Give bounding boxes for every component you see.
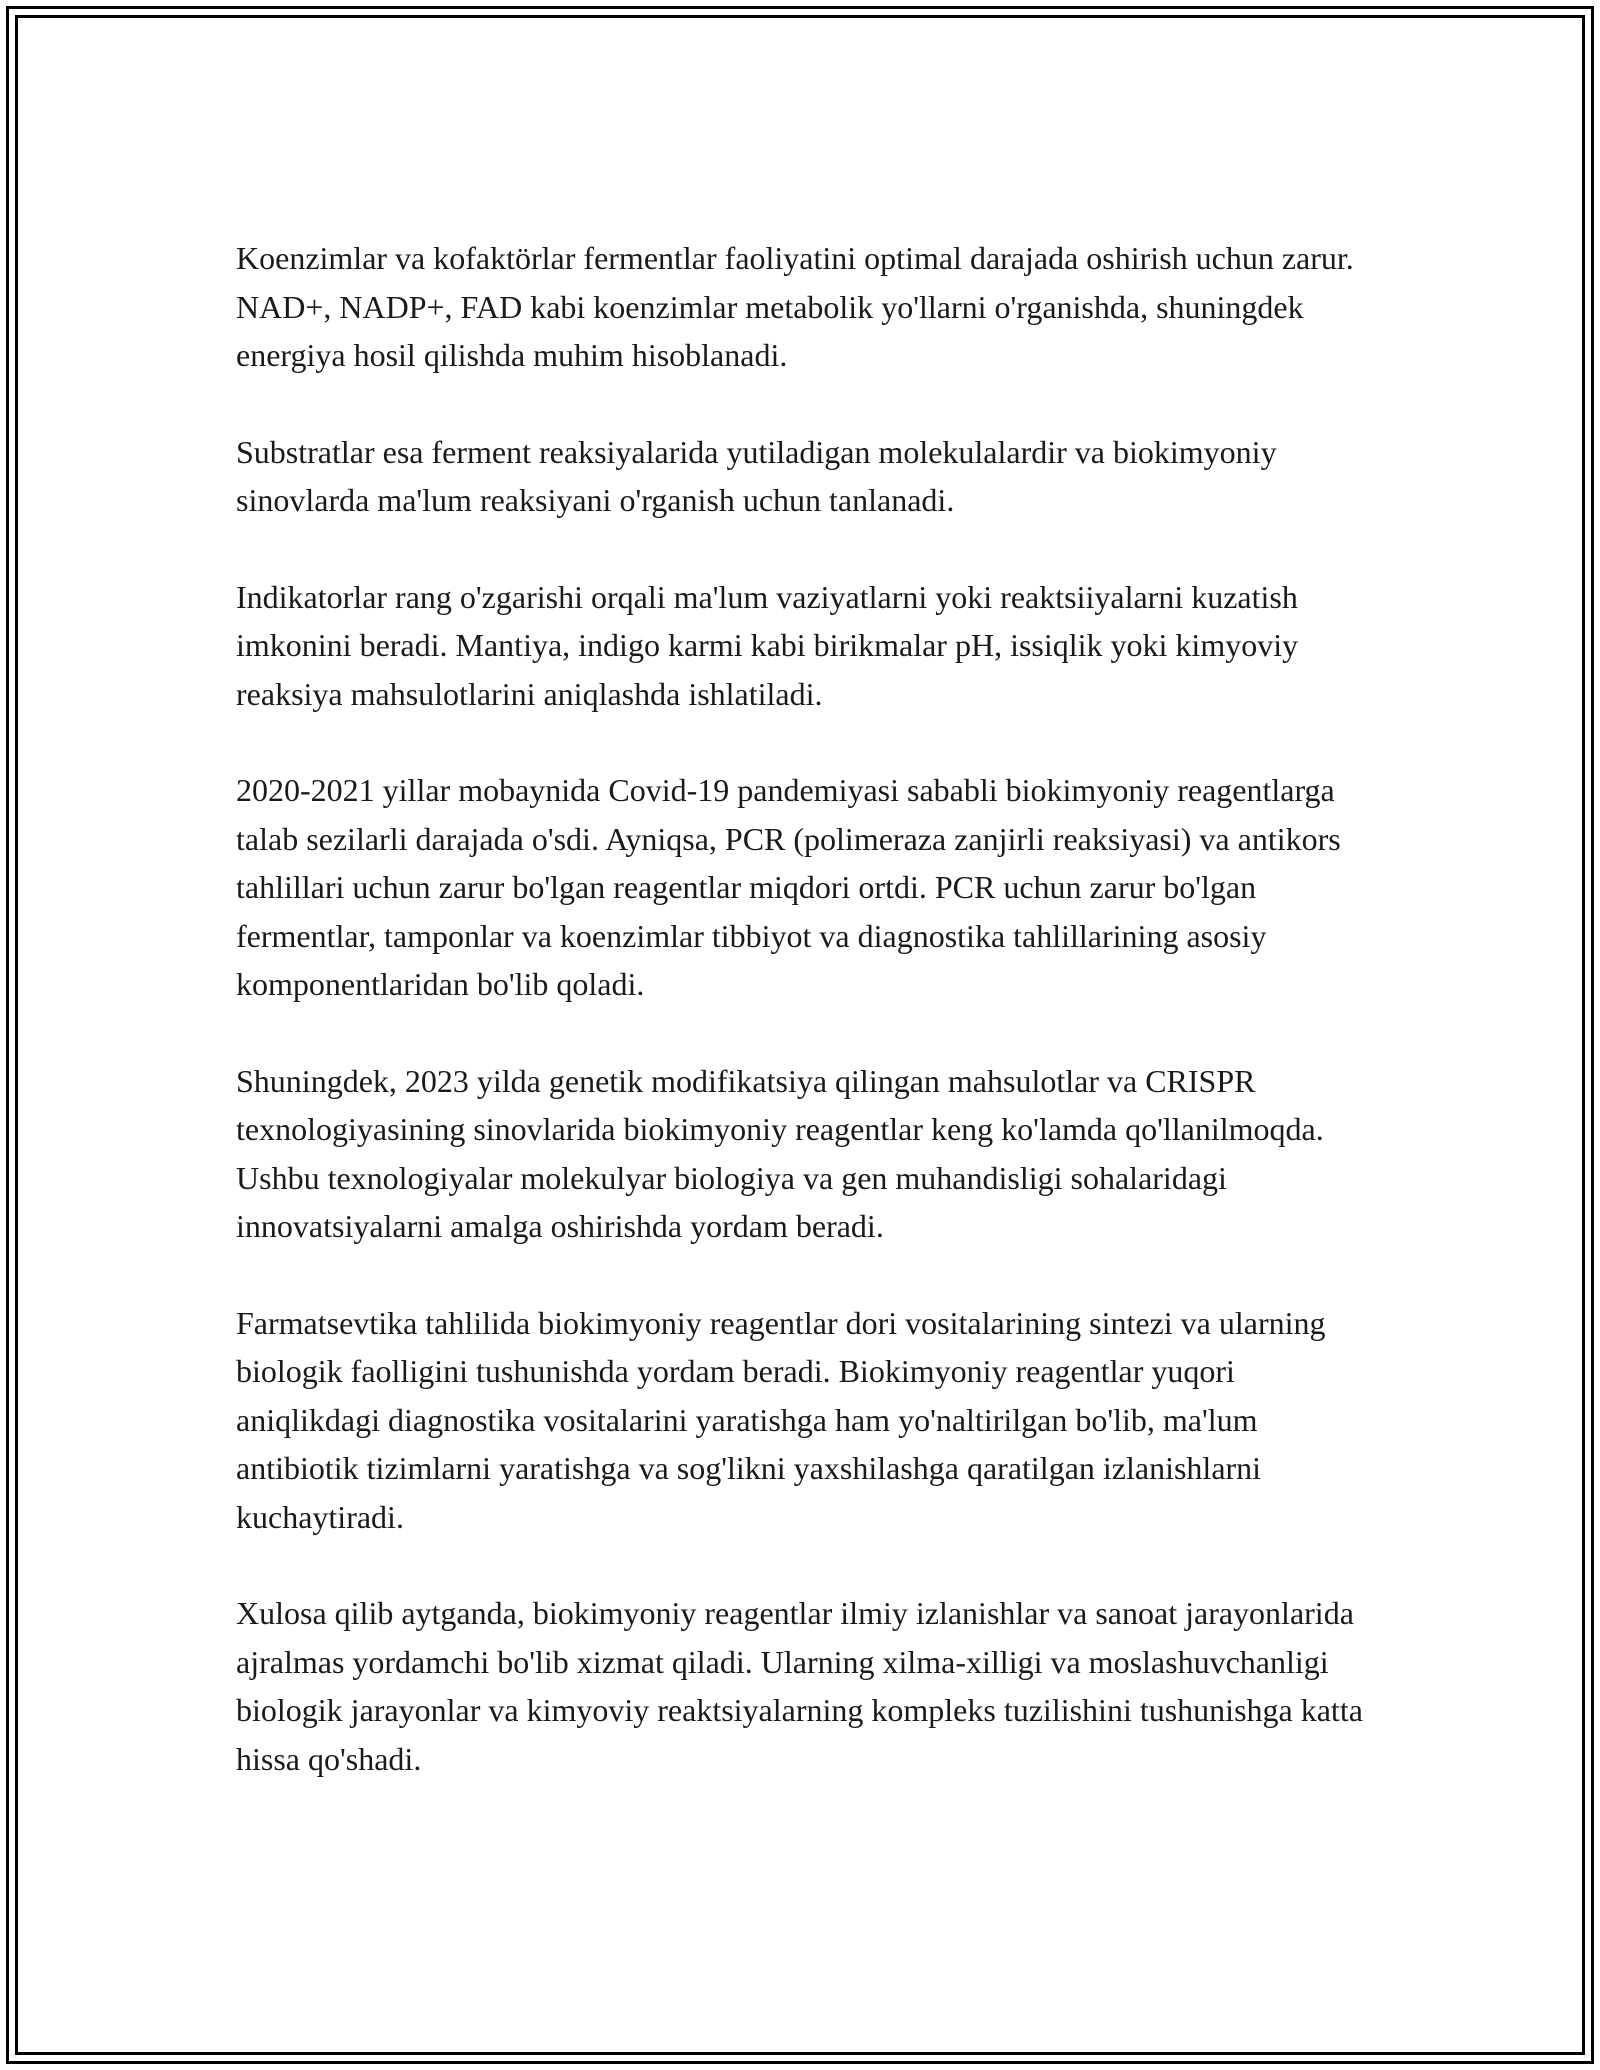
paragraph-pharmaceutics: Farmatsevtika tahlilida biokimyoniy reagentlar dori vositalarining sintezi va ularning biologik faolligini tushunishda yordam beradi. Biokimyoniy reagentlar yuqori aniqlikdagi diagnostika vositalarini yaratishga ham yo'naltirilgan bo'lib, ma'lum antibiotik tizimlarni yaratishga va sog'likni yaxshilashga qaratilgan izlanishlarni kuchaytiradi. xyxy=(236,1304,1326,1535)
paragraph-indicators: Indikatorlar rang o'zgarishi orqali ma'lum vaziyatlarni yoki reaktsiiyalarni kuzatish imkonini beradi. Mantiya, indigo karmi kabi birikmalar pH, issiqlik yoki kimyoviy reaksiya mahsulotlarini aniqlashda ishlatiladi. xyxy=(236,578,1299,712)
paragraph-coenzymes: Koenzimlar va kofaktörlar fermentlar faoliyatini optimal darajada oshirish uchun zarur. NAD+, NADP+, FAD kabi koenzimlar metabolik yo'llarni o'rganishda, shuningdek energiya hosil qilishda muhim hisoblanadi. xyxy=(236,240,1354,373)
document-body xyxy=(236,234,1376,1831)
paragraph-crispr: Shuningdek, 2023 yilda genetik modifikatsiya qilingan mahsulotlar va CRISPR texnologiyasining sinovlarida biokimyoniy reagentlar keng ko'lamda qo'llanilmoqda. Ushbu texnologiyalar molekulyar biologiya va gen muhandisligi sohalaridagi innovatsiyalarni amalga oshirishda yordam beradi. xyxy=(236,1062,1324,1244)
paragraph-conclusion: Xulosa qilib aytganda, biokimyoniy reagentlar ilmiy izlanishlar va sanoat jarayonlarida ajralmas yordamchi bo'lib xizmat qiladi. Ularning xilma-xilligi va moslashuvchanligi biologik jarayonlar va kimyoviy reaktsiyalarning kompleks tuzilishini tushunishga katta hissa qo'shadi. xyxy=(236,1595,1363,1777)
paragraph-substrates: Substratlar esa ferment reaksiyalarida yutiladigan molekulalardir va biokimyoniy sinovlarda ma'lum reaksiyani o'rganish uchun tanlanadi. xyxy=(236,433,1277,518)
paragraph-covid-demand: 2020-2021 yillar mobaynida Covid-19 pandemiyasi sababli biokimyoniy reagentlarga talab sezilarli darajada o'sdi. Ayniqsa, PCR (polimeraza zanjirli reaksiyasi) va antikors tahlillari uchun zarur bo'lgan reagentlar miqdori ortdi. PCR uchun zarur bo'lgan fermentlar, tamponlar va koenzimlar tibbiyot va diagnostika tahlillarining asosiy komponentlaridan bo'lib qoladi. xyxy=(236,772,1341,1002)
